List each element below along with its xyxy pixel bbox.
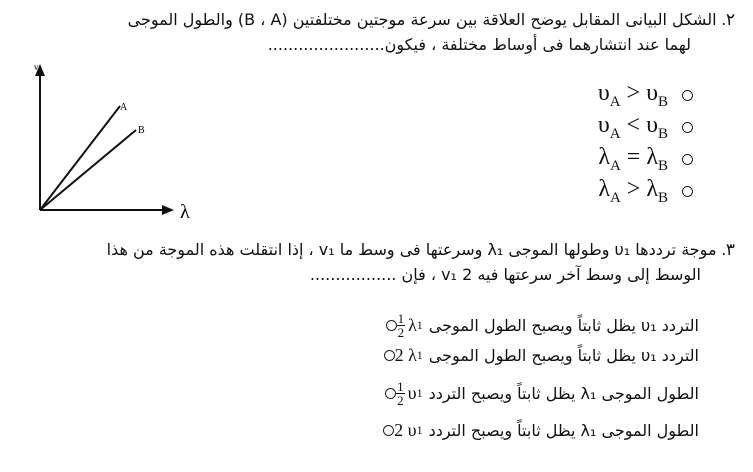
q3-option-2-radio[interactable] [384, 350, 395, 361]
q3-option-1[interactable] [386, 312, 705, 339]
x-axis-label: λ [180, 201, 190, 223]
q2-option-2-radio[interactable] [682, 122, 693, 133]
velocity-wavelength-graph [24, 58, 204, 223]
q3-option-3-text: الطول الموجى λ₁ يظل ثابتاً ويصبح التردد [428, 384, 699, 403]
y-axis-label: v [34, 62, 39, 72]
q2-option-4-expr: $\lambda_A > \lambda_B$ [598, 176, 668, 206]
x-axis-arrow [162, 205, 174, 215]
q3-option-3-value: $\frac{1}{2}$ υ 1 [397, 379, 423, 408]
half-fraction: $\frac{1}{2}$ [397, 311, 405, 340]
q2-option-4[interactable] [598, 176, 693, 207]
q2-text-1: الشكل البيانى المقابل يوضح العلاقة بين سرعة موجتين مختلفتين (B ، A) والطول الموجى [127, 10, 717, 29]
q3-option-4-text: الطول الموجى λ₁ يظل ثابتاً ويصبح التردد [428, 421, 699, 440]
q2-option-3-radio[interactable] [682, 154, 693, 165]
line-b [40, 130, 136, 210]
q3-option-2-text: التردد υ₁ يظل ثابتاً ويصبح الطول الموجى [428, 346, 699, 365]
line-b-label: B [138, 125, 145, 136]
line-a-label: A [120, 102, 128, 113]
q2-option-2[interactable] [598, 112, 693, 143]
q3-option-3-radio[interactable] [385, 388, 396, 399]
q2-number: ٢. [721, 10, 735, 29]
q3-option-4-value: 2 υ 1 [394, 420, 423, 440]
q3-text-1: موجة ترددها υ₁ وطولها الموجى λ₁ وسرعتها فى وسط ما v₁ ، إذا انتقلت هذه الموجة من هذا [106, 240, 717, 259]
q3-line-2: الوسط إلى وسط آخر سرعتها فيه 2 v₁ ، فإن ................. [309, 265, 701, 284]
line-a [40, 106, 120, 210]
q2-option-3[interactable] [598, 144, 693, 175]
q3-option-1-value: $\frac{1}{2}$ λ 1 [397, 311, 423, 340]
q3-option-4-radio[interactable] [383, 425, 394, 436]
q3-number: ٣. [721, 240, 735, 259]
half-fraction: $\frac{1}{2}$ [397, 379, 404, 408]
q3-option-2-value: 2 λ 1 [394, 345, 423, 365]
q2-option-1-expr: $\upsilon_A > \upsilon_B$ [597, 80, 668, 110]
q3-option-1-radio[interactable] [386, 320, 397, 331]
q3-option-1-text: التردد υ₁ يظل ثابتاً ويصبح الطول الموجى [428, 316, 699, 335]
q2-line-2: لهما عند انتشارهما فى أوساط مختلفة ، فيكون....................... [267, 35, 691, 54]
q3-option-2[interactable] [384, 345, 705, 366]
q2-option-3-expr: $\lambda_A = \lambda_B$ [598, 144, 668, 174]
q3-option-3[interactable] [385, 380, 705, 407]
q2-option-1-radio[interactable] [682, 90, 693, 101]
q2-option-2-expr: $\upsilon_A < \upsilon_B$ [597, 112, 668, 142]
q2-line-1 [128, 10, 735, 30]
q3-line-1 [107, 240, 735, 260]
q2-option-1[interactable] [598, 80, 693, 111]
q2-option-4-radio[interactable] [682, 186, 693, 197]
q3-option-4[interactable] [383, 420, 705, 441]
